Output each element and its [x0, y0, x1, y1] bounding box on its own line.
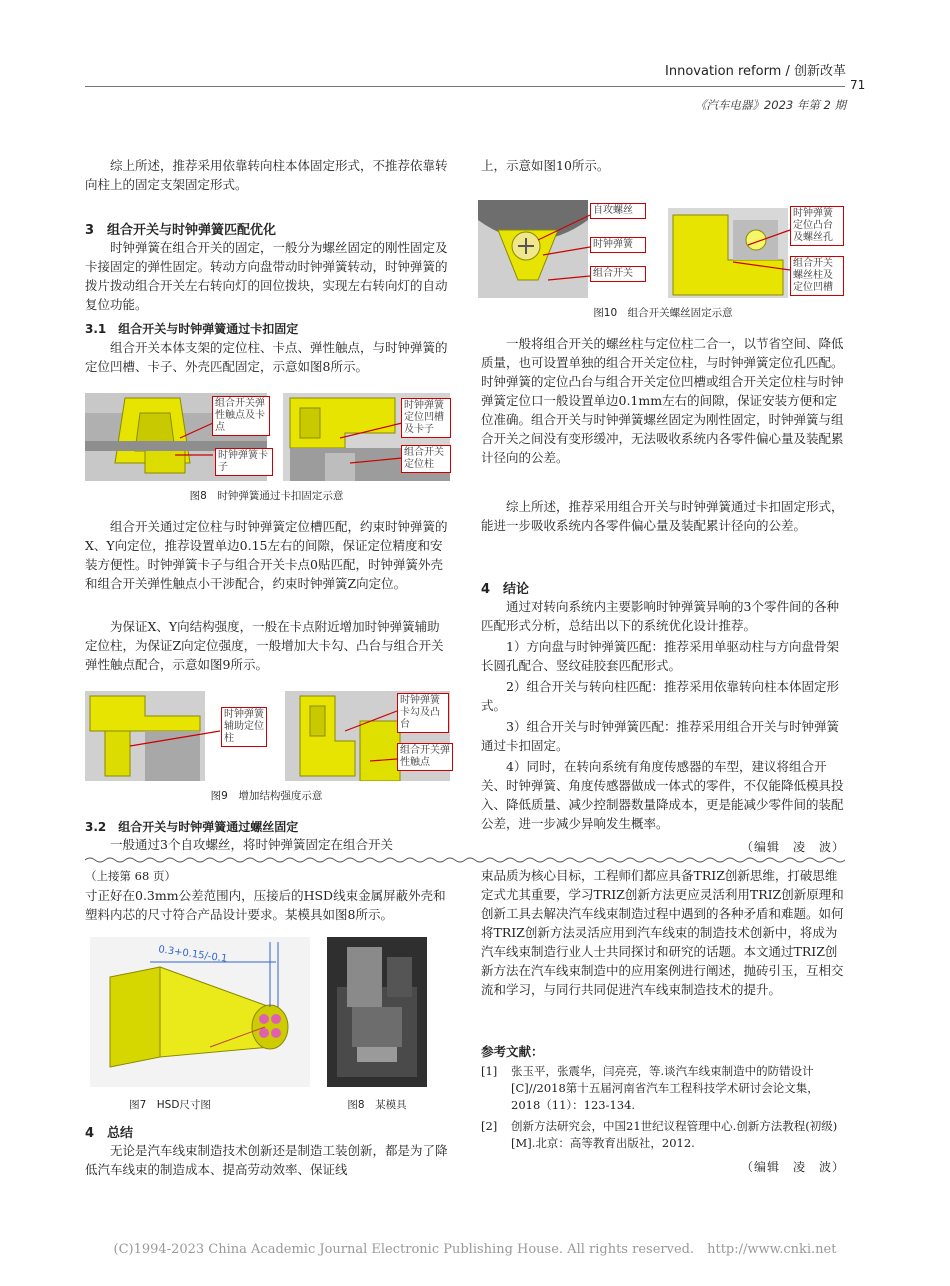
left-para-5: 为保证X、Y向结构强度，一般在卡点附近增加时钟弹簧辅助定位柱，为保证Z向定位强度，一般增加大卡勾、凸台与组合开关弹性触点配合，示意如图9所示。 — [85, 619, 444, 672]
reference-text: 创新方法研究会，中国21世纪议程管理中心.创新方法教程(初级)[M].北京：高等教育出版社，2012. — [511, 1119, 838, 1150]
left-para-6: 一般通过3个自攻螺丝，将时钟弹簧固定在组合开关 — [110, 837, 393, 852]
fig8-label-4: 组合开关定位柱 — [401, 445, 451, 473]
conclusion-item-2: 2）组合开关与转向柱匹配：推荐采用依靠转向柱本体固定形式。 — [481, 679, 839, 713]
conclusion-item-4: 4）同时，在转向系统有角度传感器的车型，建议将组合开关、时钟弹簧、角度传感器做成一体式的零件，不仅能降低模具投入、降低质量、减少控制器数量降成本，更是能减少零件间的装配公差，进一步减少异响发生概率。 — [481, 759, 844, 831]
journal-issue: 《汽车电器》2023 年第 2 期 — [694, 98, 846, 112]
left-para-1: 综上所述，推荐采用依靠转向柱本体固定形式，不推荐依靠转向柱上的固定支架固定形式。 — [85, 158, 448, 192]
figure-8-mold-photo — [327, 937, 427, 1087]
reference-text: 张玉平，张震华，闫亮亮，等.谈汽车线束制造中的防错设计[C]//2018第十五届河南省汽车工程科技学术研讨会论文集，2018（11）：123-134. — [511, 1064, 819, 1112]
fig8-label-1: 组合开关弹性触点及卡点 — [212, 396, 270, 436]
figure-9-drawing — [85, 691, 450, 781]
fig10-label-5: 组合开关螺丝柱及定位凹槽 — [790, 256, 844, 296]
wavy-divider — [85, 856, 845, 864]
right-para-3: 综上所述，推荐采用组合开关与时钟弹簧通过卡扣固定形式，能进一步吸收系统内各零件偏心量及装配累计径向的公差。 — [481, 499, 844, 533]
continued-from-note: （上接第 68 页） — [85, 869, 176, 883]
section-3-1-heading: 3.1 组合开关与时钟弹簧通过卡扣固定 — [85, 322, 299, 336]
conclusion-item-1: 1）方向盘与时钟弹簧匹配：推荐采用单驱动柱与方向盘骨架长圆孔配合、竖纹硅胶套匹配形式。 — [481, 639, 839, 673]
fig9-label-3: 组合开关弹性触点 — [397, 743, 453, 771]
figure-8-snap-fit — [85, 393, 450, 481]
figure-7-caption: 图7 HSD尺寸图 — [129, 1099, 211, 1111]
left-para-3: 组合开关本体支架的定位柱、卡点、弹性触点，与时钟弹簧的定位凹槽、卡子、外壳匹配固定，示意如图8所示。 — [85, 340, 448, 374]
section-4-conclusion-heading: 4 结论 — [481, 582, 530, 597]
figure-9-caption: 图9 增加结构强度示意 — [210, 790, 323, 802]
figure-10-screw-fix — [478, 200, 845, 298]
section-3-2-heading: 3.2 组合开关与时钟弹簧通过螺丝固定 — [85, 820, 299, 834]
figure-10-caption: 图10 组合开关螺丝固定示意 — [593, 307, 733, 319]
conclusion-item-3: 3）组合开关与时钟弹簧匹配：推荐采用组合开关与时钟弹簧通过卡扣固定。 — [481, 719, 839, 753]
editor-note-lower: （编辑 凌 波） — [740, 1160, 845, 1174]
mold-photo-drawing — [327, 937, 427, 1087]
reference-number: [2] — [481, 1119, 498, 1133]
section-4-summary-heading: 4 总结 — [85, 1126, 134, 1141]
right-para-4: 通过对转向系统内主要影响时钟弹簧异响的3个零件间的各种匹配形式分析，总结出以下的系统优化设计推荐。 — [481, 599, 839, 633]
left-para-4: 组合开关通过定位柱与时钟弹簧定位槽匹配，约束时钟弹簧的X、Y向定位，推荐设置单边0.15左右的间隙，保证定位精度和安装方便性。时钟弹簧卡子与组合开关卡点0贴匹配，时钟弹簧外壳和组合开关弹性触点小干涉配合，约束时钟弹簧Z向定位。 — [85, 519, 448, 591]
fig9-label-2: 时钟弹簧卡勾及凸台 — [397, 693, 449, 733]
fig10-label-1: 自攻螺丝 — [590, 203, 646, 219]
fig9-label-1: 时钟弹簧辅助定位柱 — [221, 707, 267, 747]
lower-right-para-1: 束品质为核心目标，工程师们都应具备TRIZ创新思维，打破思维定式尤其重要，学习TRIZ创新方法更应灵活利用TRIZ创新原理和创新工具去解决汽车线束制造过程中遇到的各种矛盾和难题。如何将TRIZ创新方法灵活应用到汽车线束的制造技术创新中，将成为汽车线束制造行业人士共同探讨和研究的话题。本文通过TRIZ创新方法在汽车线束制造中的应用案例进行阐述，抛砖引玉，互相交流和学习，与同行共同促进汽车线束制造技术的提升。 — [481, 868, 844, 997]
reference-number: [1] — [481, 1064, 498, 1078]
page-number: 71 — [850, 78, 866, 92]
figure-9-structure — [85, 691, 450, 781]
lower-left-para-1: 寸正好在0.3mm公差范围内，压接后的HSD线束金属屏蔽外壳和塑料内芯的尺寸符合产品设计要求。某模具如图8所示。 — [85, 888, 446, 922]
reference-item — [481, 1118, 845, 1152]
fig8-label-2: 时钟弹簧卡子 — [215, 448, 273, 476]
fig10-label-3: 组合开关 — [590, 266, 646, 282]
fig10-label-2: 时钟弹簧 — [590, 237, 646, 253]
references-list — [481, 1063, 845, 1152]
fig8-label-3: 时钟弹簧定位凹槽及卡子 — [401, 398, 451, 438]
section-title: Innovation reform / 创新改革 — [665, 64, 846, 79]
fig10-label-4: 时钟弹簧定位凸台及螺丝孔 — [790, 206, 844, 246]
figure-8-caption: 图8 时钟弹簧通过卡扣固定示意 — [189, 490, 344, 502]
editor-note-upper: （编辑 凌 波） — [740, 840, 845, 854]
figure-7-hsd-dimension — [90, 937, 310, 1087]
fig7-dimension-label: 0.3+0.15/-0.1 — [157, 944, 228, 965]
right-para-2: 一般将组合开关的螺丝柱与定位柱二合一，以节省空间、降低质量，也可设置单独的组合开关定位柱，与时钟弹簧定位孔匹配。时钟弹簧的定位凸台与组合开关定位凹槽或组合开关定位柱与时钟弹簧定位口一般设置单边0.1mm左右的间隙，保证安装方便和定位准确。组合开关与时钟弹簧螺丝固定为刚性固定，时钟弹簧与组合开关之间没有变形缓冲，无法吸收系统内各零件偏心量及装配累计径向的公差。 — [481, 336, 844, 465]
right-para-1: 上，示意如图10所示。 — [481, 158, 610, 173]
copyright-footer: (C)1994-2023 China Academic Journal Electronic Publishing House. All rights reserved. http://www.cnki.net — [113, 1242, 837, 1257]
figure-8-mold-caption: 图8 某模具 — [347, 1099, 407, 1111]
lower-left-para-2: 无论是汽车线束制造技术创新还是制造工装创新，都是为了降低汽车线束的制造成本、提高劳动效率、保证线 — [85, 1143, 448, 1177]
section-3-heading: 3 组合开关与时钟弹簧匹配优化 — [85, 223, 277, 238]
reference-item — [481, 1063, 845, 1114]
header-rule — [85, 86, 845, 87]
left-para-2: 时钟弹簧在组合开关的固定，一般分为螺丝固定的刚性固定及卡接固定的弹性固定。转动方向盘带动时钟弹簧转动，时钟弹簧的拨片拨动组合开关左右转向灯的回位拨块，实现左右转向灯的自动复位功能。 — [85, 240, 448, 312]
references-heading: 参考文献： — [481, 1044, 544, 1059]
